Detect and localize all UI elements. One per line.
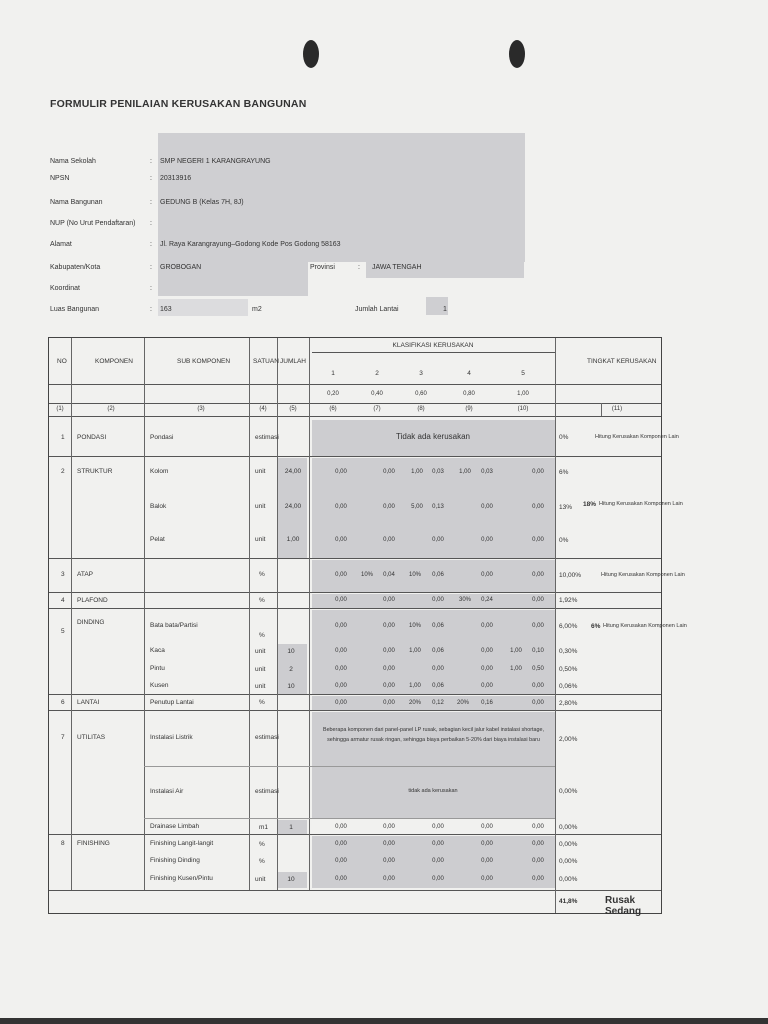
- pct: 0,00%: [559, 876, 578, 883]
- c5: 0,00: [532, 537, 544, 543]
- c3b: 0,00: [432, 666, 444, 672]
- c1: 0,00: [335, 841, 347, 847]
- struktur-no: 2: [61, 468, 65, 475]
- c5: 0,00: [532, 876, 544, 882]
- c2b: 0,04: [383, 572, 395, 578]
- info-label-npsn: NPSN: [50, 175, 70, 182]
- satuan: estimasi: [255, 788, 279, 795]
- info-label-nama-bangunan: Nama Bangunan: [50, 199, 103, 206]
- satuan: %: [259, 841, 265, 848]
- h-line-sub: [144, 766, 555, 767]
- colnum-3: (3): [197, 406, 205, 412]
- lantai-satuan: %: [259, 699, 265, 706]
- jumlah: 10: [287, 648, 295, 655]
- v-line: [601, 403, 602, 416]
- c3a: 1,00: [409, 683, 421, 689]
- c4a: 1,00: [459, 469, 471, 475]
- colnum-1: (1): [56, 406, 64, 412]
- jumlah: 10: [287, 876, 295, 883]
- h-line: [49, 416, 661, 417]
- colon: :: [150, 158, 152, 165]
- c3a: 10%: [408, 623, 422, 629]
- colnum-2: (2): [107, 406, 115, 412]
- c4: 0,00: [481, 648, 493, 654]
- pondasi-side: Hitung Kerusakan Komponen Lain: [595, 434, 679, 440]
- c4: 0,00: [481, 666, 493, 672]
- c1: 0,00: [335, 504, 347, 510]
- info-value-alamat: Jl. Raya Karangrayung–Godong Kode Pos Godong 58163: [160, 241, 341, 248]
- info-label-alamat: Alamat: [50, 241, 72, 248]
- h-line: [49, 456, 661, 457]
- h-line: [49, 890, 661, 891]
- c4: 0,00: [481, 683, 493, 689]
- c1: 0,00: [335, 824, 347, 830]
- h-line: [49, 384, 661, 385]
- sub-name: Finishing Langit-langit: [150, 840, 214, 847]
- c3: 0,00: [432, 841, 444, 847]
- c5a: 1,00: [510, 648, 522, 654]
- pct: 0,00%: [559, 841, 578, 848]
- jumlah: 24,00: [284, 503, 302, 510]
- lantai-komponen: LANTAI: [77, 699, 100, 706]
- punch-hole-left: [303, 40, 319, 68]
- satuan: m1: [259, 824, 269, 831]
- luas-unit: m2: [252, 306, 262, 313]
- c4: 0,00: [481, 841, 493, 847]
- v-line: [249, 338, 250, 890]
- sub-name: Balok: [150, 503, 167, 510]
- c1: 0,00: [335, 597, 347, 603]
- sub-name: Kolom: [150, 468, 169, 475]
- h-line: [49, 710, 661, 711]
- v-line: [144, 338, 145, 890]
- level-2: 2: [375, 370, 379, 377]
- c3b: 0,06: [432, 648, 444, 654]
- info-label-kabupaten: Kabupaten/Kota: [50, 264, 101, 271]
- info-value-nama-sekolah: SMP NEGERI 1 KARANGRAYUNG: [160, 158, 271, 165]
- c4b: 0,03: [481, 469, 493, 475]
- lantai-no: 6: [61, 699, 65, 706]
- pct: 0,50%: [559, 666, 578, 673]
- c3a: 5,00: [411, 504, 423, 510]
- c2: 0,00: [383, 504, 395, 510]
- c4b: 0,24: [481, 597, 493, 603]
- header-jumlah: JUMLAH: [280, 358, 307, 365]
- c3a: 10%: [408, 572, 422, 578]
- c3b: 0,12: [432, 700, 444, 706]
- atap-satuan: %: [259, 571, 265, 578]
- sub-name: Kusen: [150, 682, 169, 689]
- c4a: 20%: [456, 700, 470, 706]
- sub-name: Finishing Dinding: [150, 857, 200, 864]
- colon: :: [150, 199, 152, 206]
- satuan: %: [259, 858, 265, 865]
- colnum-11: (11): [611, 406, 623, 412]
- total-percentage: 41,8%: [559, 898, 578, 905]
- level-1: 1: [331, 370, 335, 377]
- sub-name: Pelat: [150, 536, 165, 543]
- plafond-komponen: PLAFOND: [77, 597, 108, 604]
- colnum-4: (4): [259, 406, 267, 412]
- damage-table: [48, 337, 687, 917]
- jumlah: 24,00: [284, 468, 302, 475]
- jumlah: 1: [289, 824, 293, 831]
- h-line-thin: [312, 352, 555, 353]
- level-4: 4: [467, 370, 471, 377]
- colon: :: [150, 264, 152, 271]
- pct: 6%: [559, 469, 569, 476]
- c1: 0,00: [335, 876, 347, 882]
- c4a: 30%: [458, 597, 472, 603]
- pct: 2,00%: [559, 736, 578, 743]
- c1: 0,00: [335, 469, 347, 475]
- finishing-no: 8: [61, 840, 65, 847]
- info-value-nama-bangunan: GEDUNG B (Kelas 7H, 8J): [160, 199, 244, 206]
- weight-1: 0,20: [327, 391, 339, 397]
- c5a: 1,00: [510, 666, 522, 672]
- c2: 0,00: [383, 876, 395, 882]
- c5: 0,00: [532, 700, 544, 706]
- c5: 0,00: [532, 504, 544, 510]
- header-klasifikasi: KLASIFIKASI KERUSAKAN: [392, 342, 474, 349]
- listrik-note-1: Beberapa komponen dari panel-panel LP rusak, sebagian kecil jalur kabel instalasi shortage,: [322, 727, 545, 733]
- satuan: unit: [255, 666, 266, 673]
- jumlah: 10: [287, 683, 295, 690]
- dinding-no: 5: [61, 628, 65, 635]
- c5: 0,00: [532, 841, 544, 847]
- colnum-6: (6): [329, 406, 337, 412]
- colon: :: [150, 241, 152, 248]
- satuan: unit: [255, 468, 266, 475]
- atap-pct: 10,00%: [559, 572, 582, 579]
- c2: 0,00: [383, 623, 395, 629]
- info-label-nama-sekolah: Nama Sekolah: [50, 158, 96, 165]
- c2: 0,00: [383, 858, 395, 864]
- pondasi-satuan: estimasi: [255, 434, 279, 441]
- pct: 0%: [559, 537, 569, 544]
- c2: 0,00: [383, 700, 395, 706]
- c3b: 0,06: [432, 623, 444, 629]
- info-label-koordinat: Koordinat: [50, 285, 80, 292]
- jumlah-lantai-value: 1: [443, 306, 447, 313]
- colon: :: [150, 285, 152, 292]
- punch-hole-right: [509, 40, 525, 68]
- v-line: [555, 338, 556, 913]
- h-line: [49, 558, 661, 559]
- finishing-komponen: FINISHING: [77, 840, 110, 847]
- pondasi-sub: Pondasi: [150, 434, 174, 441]
- scan-edge: [0, 1018, 768, 1024]
- c3b: 0,03: [432, 469, 444, 475]
- satuan: %: [259, 632, 265, 639]
- air-note: tidak ada kerusakan: [408, 788, 458, 794]
- pondasi-no: 1: [61, 434, 65, 441]
- sub-name: Finishing Kusen/Pintu: [150, 875, 213, 882]
- sub-name: Pintu: [150, 665, 165, 672]
- lantai-sub: Penutup Lantai: [150, 699, 194, 706]
- pct: 0,00%: [559, 788, 578, 795]
- satuan: unit: [255, 503, 266, 510]
- c1: 0,00: [335, 858, 347, 864]
- c4: 0,00: [481, 858, 493, 864]
- h-line: [49, 403, 661, 404]
- atap-no: 3: [61, 571, 65, 578]
- colon: :: [150, 175, 152, 182]
- weight-2: 0,40: [371, 391, 383, 397]
- satuan: unit: [255, 876, 266, 883]
- sub-name: Kaca: [150, 647, 165, 654]
- pondasi-pct: 0%: [559, 434, 569, 441]
- c4: 0,00: [481, 824, 493, 830]
- c3b: 0,06: [432, 683, 444, 689]
- colon: :: [150, 220, 152, 227]
- c3b: 0,00: [432, 537, 444, 543]
- satuan: estimasi: [255, 734, 279, 741]
- h-line: [49, 608, 661, 609]
- c2a: 10%: [360, 572, 374, 578]
- lantai-pct: 2,80%: [559, 700, 578, 707]
- c2: 0,00: [383, 683, 395, 689]
- weight-4: 0,80: [463, 391, 475, 397]
- level-3: 3: [419, 370, 423, 377]
- c2: 0,00: [383, 469, 395, 475]
- c3b: 0,13: [432, 504, 444, 510]
- c5: 0,00: [532, 597, 544, 603]
- dinding-side: Hitung Kerusakan Komponen Lain: [603, 623, 687, 629]
- c1: 0,00: [335, 666, 347, 672]
- sub-name: Bata bata/Partisi: [150, 622, 198, 629]
- satuan: unit: [255, 683, 266, 690]
- header-komponen: KOMPONEN: [95, 358, 133, 365]
- info-value-kabupaten: GROBOGAN: [160, 264, 202, 271]
- c3: 0,00: [432, 858, 444, 864]
- c4: 0,00: [481, 623, 493, 629]
- c2: 0,00: [383, 597, 395, 603]
- h-line-sub: [144, 818, 555, 819]
- c3a: 1,00: [409, 648, 421, 654]
- pct: 6,00%: [559, 623, 578, 630]
- header-satuan: SATUAN: [253, 358, 279, 365]
- c1: 0,00: [335, 683, 347, 689]
- c4: 0,00: [481, 572, 493, 578]
- weight-3: 0,60: [415, 391, 427, 397]
- info-value-npsn: 20313916: [160, 175, 192, 182]
- h-line: [49, 834, 661, 835]
- c5b: 0,50: [532, 666, 544, 672]
- provinsi-label: Provinsi: [310, 264, 335, 271]
- c1: 0,00: [335, 700, 347, 706]
- c3b: 0,06: [432, 572, 444, 578]
- c2: 0,00: [383, 841, 395, 847]
- jumlah: 1,00: [286, 536, 300, 543]
- final-classification: Rusak Sedang: [605, 895, 642, 917]
- h-line: [49, 694, 661, 695]
- c5b: 0,00: [532, 683, 544, 689]
- info-label-luas: Luas Bangunan: [50, 306, 100, 313]
- jumlah: 2: [289, 666, 293, 673]
- c3: 0,00: [432, 597, 444, 603]
- dinding-total: 6%: [591, 623, 601, 630]
- pct: 0,00%: [559, 824, 578, 831]
- c1: 0,00: [335, 572, 347, 578]
- c3: 0,00: [432, 876, 444, 882]
- c2: 0,00: [383, 666, 395, 672]
- c5: 0,00: [532, 469, 544, 475]
- satuan: unit: [255, 648, 266, 655]
- c5: 0,00: [532, 858, 544, 864]
- colnum-10: (10): [517, 406, 529, 412]
- jumlah-lantai-label: Jumlah Lantai: [355, 306, 399, 313]
- info-value-luas: 163: [160, 306, 172, 313]
- pondasi-note: Tidak ada kerusakan: [396, 432, 470, 441]
- struktur-komponen: STRUKTUR: [77, 468, 113, 475]
- c4b: 0,16: [481, 700, 493, 706]
- c2: 0,00: [383, 537, 395, 543]
- colnum-8: (8): [417, 406, 425, 412]
- plafond-no: 4: [61, 597, 65, 604]
- dinding-komponen: DINDING: [77, 619, 105, 626]
- header-no: NO: [57, 358, 67, 365]
- colnum-7: (7): [373, 406, 381, 412]
- plafond-pct: 1,92%: [559, 597, 578, 604]
- c1: 0,00: [335, 623, 347, 629]
- plafond-satuan: %: [259, 597, 265, 604]
- c5: 0,00: [532, 824, 544, 830]
- atap-side: Hitung Kerusakan Komponen Lain: [601, 572, 685, 578]
- sub-name: Instalasi Listrik: [150, 734, 193, 741]
- struktur-total: 18%: [583, 501, 597, 508]
- pct: 0,06%: [559, 683, 578, 690]
- c3a: 1,00: [411, 469, 423, 475]
- c5: 0,00: [532, 572, 544, 578]
- form-title: FORMULIR PENILAIAN KERUSAKAN BANGUNAN: [50, 98, 307, 110]
- c2: 0,00: [383, 824, 395, 830]
- h-line: [49, 592, 661, 593]
- c3a: 20%: [408, 700, 422, 706]
- pct: 0,00%: [559, 858, 578, 865]
- colon: :: [150, 306, 152, 313]
- c1: 0,00: [335, 648, 347, 654]
- c1: 0,00: [335, 537, 347, 543]
- pondasi-komponen: PONDASI: [77, 434, 107, 441]
- atap-komponen: ATAP: [77, 571, 94, 578]
- v-line: [71, 338, 72, 890]
- provinsi-value: JAWA TENGAH: [372, 264, 422, 271]
- pct: 0,30%: [559, 648, 578, 655]
- c2: 0,00: [383, 648, 395, 654]
- colon: :: [358, 264, 360, 271]
- c4b: 0,00: [481, 537, 493, 543]
- pct: 13%: [559, 504, 573, 511]
- weight-5: 1,00: [517, 391, 529, 397]
- c3: 0,00: [432, 824, 444, 830]
- utilitas-komponen: UTILITAS: [77, 734, 106, 741]
- sub-name: Instalasi Air: [150, 788, 184, 795]
- v-line: [309, 338, 310, 890]
- sub-name: Drainase Limbah: [150, 823, 200, 830]
- colnum-5: (5): [289, 406, 297, 412]
- v-line: [277, 338, 278, 890]
- listrik-note-2: sehingga armatur rusak ringan, sehingga biaya perbaikan 5-20% dari biaya instalasi baru: [327, 737, 540, 743]
- header-tingkat: TINGKAT KERUSAKAN: [587, 358, 657, 365]
- level-5: 5: [521, 370, 525, 377]
- c5b: 0,10: [532, 648, 544, 654]
- colnum-9: (9): [465, 406, 473, 412]
- struktur-side: Hitung Kerusakan Komponen Lain: [599, 501, 683, 507]
- c4b: 0,00: [481, 504, 493, 510]
- satuan: unit: [255, 536, 266, 543]
- c4: 0,00: [481, 876, 493, 882]
- info-label-nup: NUP (No Urut Pendaftaran): [50, 220, 136, 227]
- utilitas-no: 7: [61, 734, 65, 741]
- header-sub: SUB KOMPONEN: [177, 358, 231, 365]
- c5b: 0,00: [532, 623, 544, 629]
